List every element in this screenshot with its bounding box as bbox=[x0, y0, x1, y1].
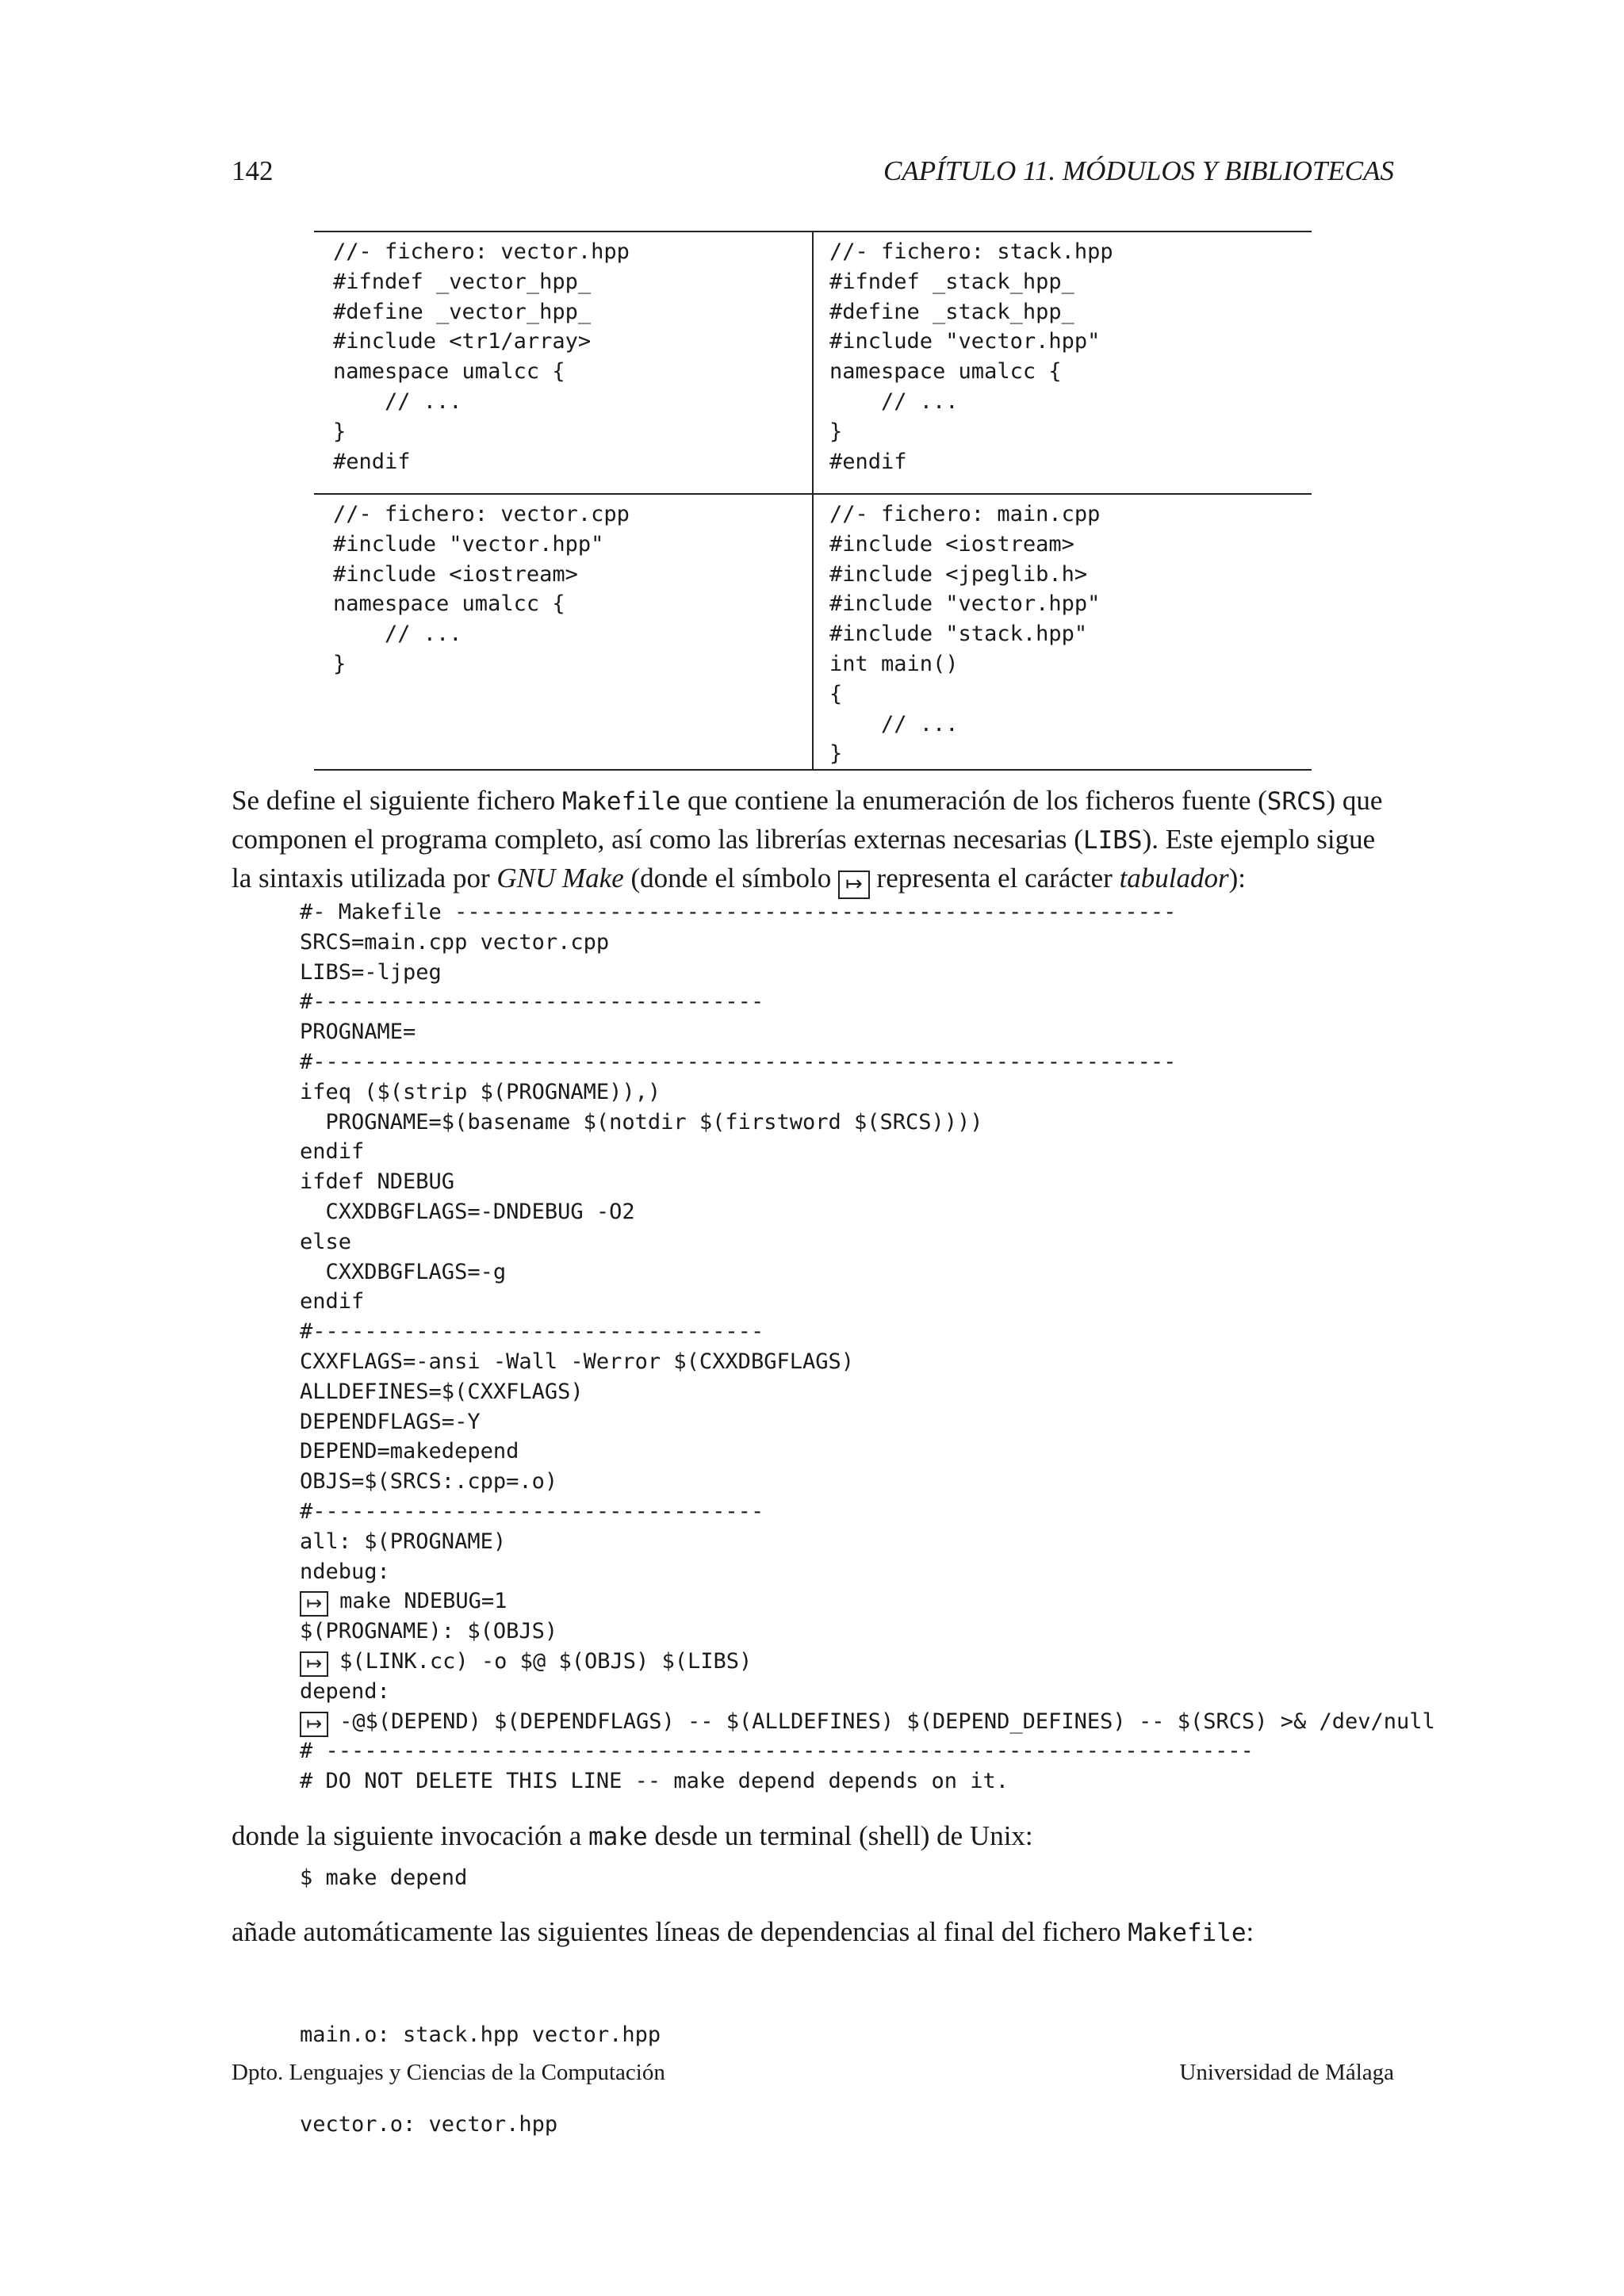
vector-cpp-code: //- fichero: vector.cpp #include "vector.hpp" #include <iostream> namespace umalcc { // ... } bbox=[333, 502, 630, 676]
code-line: #----------------------------------- bbox=[300, 1498, 764, 1524]
code-line bbox=[300, 1647, 1489, 1677]
table-row bbox=[314, 232, 1312, 494]
paragraph-text: ) que componen el programa completo, así como las librerías externas necesarias ( bbox=[232, 785, 1383, 855]
paragraph-text: que contiene la enumeración de los ficheros fuente ( bbox=[680, 785, 1267, 816]
code-text: $(LINK.cc) -o $@ $(OBJS) $(LIBS) bbox=[339, 1648, 753, 1674]
paragraph-text: representa el carácter bbox=[869, 863, 1120, 894]
emphasis-text: tabulador bbox=[1119, 863, 1229, 894]
code-line: PROGNAME=$(basename $(notdir $(firstword $(SRCS)))) bbox=[300, 1109, 983, 1135]
code-line: DEPENDFLAGS=-Y bbox=[300, 1409, 481, 1434]
stack-hpp-cell bbox=[813, 232, 1312, 494]
paragraph-text: Se define el siguiente fichero bbox=[232, 785, 562, 816]
tab-symbol-icon: ↦ bbox=[838, 871, 870, 899]
paragraph-text: desde un terminal (shell) de Unix: bbox=[647, 1820, 1033, 1851]
code-line: $(PROGNAME): $(OBJS) bbox=[300, 1619, 558, 1644]
page-number: 142 bbox=[232, 155, 274, 186]
code-line: ifdef NDEBUG bbox=[300, 1169, 455, 1195]
tab-symbol-icon: ↦ bbox=[300, 1591, 328, 1617]
code-line: LIBS=-ljpeg bbox=[300, 959, 442, 985]
inline-code: Makefile bbox=[561, 787, 681, 816]
dependencies-paragraph bbox=[232, 1913, 1394, 1952]
code-line: ndebug: bbox=[300, 1559, 390, 1584]
vector-cpp-cell bbox=[314, 494, 813, 770]
code-line: depend: bbox=[300, 1678, 390, 1704]
table-row bbox=[314, 494, 1312, 770]
inline-code: make bbox=[588, 1823, 648, 1851]
code-text: -@$(DEPEND) $(DEPENDFLAGS) -- $(ALLDEFINES) $(DEPEND_DEFINES) -- $(SRCS) >& /dev/null bbox=[339, 1709, 1435, 1734]
code-line: endif bbox=[300, 1289, 365, 1314]
page-header bbox=[232, 155, 1394, 195]
code-line: else bbox=[300, 1229, 352, 1254]
code-line: #- Makefile -------------------------------------------------------- bbox=[300, 900, 1177, 924]
paragraph-text: añade automáticamente las siguientes líneas de dependencias al final del fichero bbox=[232, 1916, 1128, 1947]
code-text: make NDEBUG=1 bbox=[339, 1589, 508, 1614]
code-line: endif bbox=[300, 1139, 365, 1165]
paragraph-text: (donde el símbolo bbox=[623, 863, 838, 894]
vector-hpp-cell bbox=[314, 232, 813, 494]
page-footer bbox=[232, 2060, 1394, 2091]
vector-hpp-code: //- fichero: vector.hpp #ifndef _vector_hpp_ #define _vector_hpp_ #include <tr1/array> namespace umalcc { // ... } #endif bbox=[333, 239, 630, 474]
code-line: DEPEND=makedepend bbox=[300, 1439, 519, 1464]
stack-hpp-code: //- fichero: stack.hpp #ifndef _stack_hpp_ #define _stack_hpp_ #include "vector.hpp" namespace umalcc { // ... } #endif bbox=[829, 239, 1113, 474]
code-line: all: $(PROGNAME) bbox=[300, 1529, 507, 1554]
emphasis-text: GNU Make bbox=[496, 863, 624, 894]
code-line: ifeq ($(strip $(PROGNAME)),) bbox=[300, 1079, 661, 1104]
paragraph-text: ). Este ejemplo sigue la sintaxis utilizada por bbox=[232, 824, 1376, 894]
main-cpp-code: //- fichero: main.cpp #include <iostream> #include <jpeglib.h> #include "vector.hpp" #include "stack.hpp" int main() { // ... } bbox=[829, 502, 1101, 767]
code-line: main.o: stack.hpp vector.hpp bbox=[300, 2022, 661, 2047]
tab-symbol-icon: ↦ bbox=[300, 1712, 328, 1737]
inline-code: SRCS bbox=[1266, 787, 1327, 816]
code-line: CXXDBGFLAGS=-DNDEBUG -O2 bbox=[300, 1199, 635, 1224]
inline-code: LIBS bbox=[1082, 826, 1143, 855]
paragraph-text: : bbox=[1246, 1916, 1254, 1947]
source-files-table bbox=[314, 231, 1312, 771]
footer-university: Universidad de Málaga bbox=[1179, 2060, 1394, 2085]
code-line: PROGNAME= bbox=[300, 1020, 416, 1045]
inline-code: Makefile bbox=[1128, 1919, 1247, 1947]
code-line: CXXDBGFLAGS=-g bbox=[300, 1259, 507, 1284]
code-line: vector.o: vector.hpp bbox=[300, 2111, 558, 2137]
shell-command: $ make depend bbox=[300, 1866, 468, 1890]
footer-department: Dpto. Lenguajes y Ciencias de la Computación bbox=[232, 2060, 665, 2085]
code-line: # DO NOT DELETE THIS LINE -- make depend depends on it. bbox=[300, 1769, 1009, 1794]
code-line: SRCS=main.cpp vector.cpp bbox=[300, 929, 610, 955]
main-cpp-cell bbox=[813, 494, 1312, 770]
code-line: #----------------------------------- bbox=[300, 989, 764, 1015]
tab-symbol-icon: ↦ bbox=[300, 1651, 328, 1677]
make-invocation-paragraph bbox=[232, 1817, 1394, 1856]
code-line bbox=[300, 1707, 1489, 1737]
makefile-intro-paragraph bbox=[232, 782, 1394, 899]
code-line: OBJS=$(SRCS:.cpp=.o) bbox=[300, 1469, 558, 1494]
code-line: #----------------------------------- bbox=[300, 1319, 764, 1345]
code-line: # ------------------------------------------------------------------------ bbox=[300, 1739, 1254, 1764]
code-line bbox=[300, 1586, 1489, 1617]
code-line: CXXFLAGS=-ansi -Wall -Werror $(CXXDBGFLAGS) bbox=[300, 1349, 854, 1374]
makefile-listing bbox=[300, 897, 1489, 1797]
paragraph-text: ): bbox=[1228, 863, 1247, 894]
chapter-title: CAPÍTULO 11. MÓDULOS Y BIBLIOTECAS bbox=[883, 155, 1394, 186]
code-line: ALLDEFINES=$(CXXFLAGS) bbox=[300, 1379, 584, 1404]
paragraph-text: donde la siguiente invocación a bbox=[232, 1820, 588, 1851]
code-line: #------------------------------------------------------------------- bbox=[300, 1049, 1177, 1074]
